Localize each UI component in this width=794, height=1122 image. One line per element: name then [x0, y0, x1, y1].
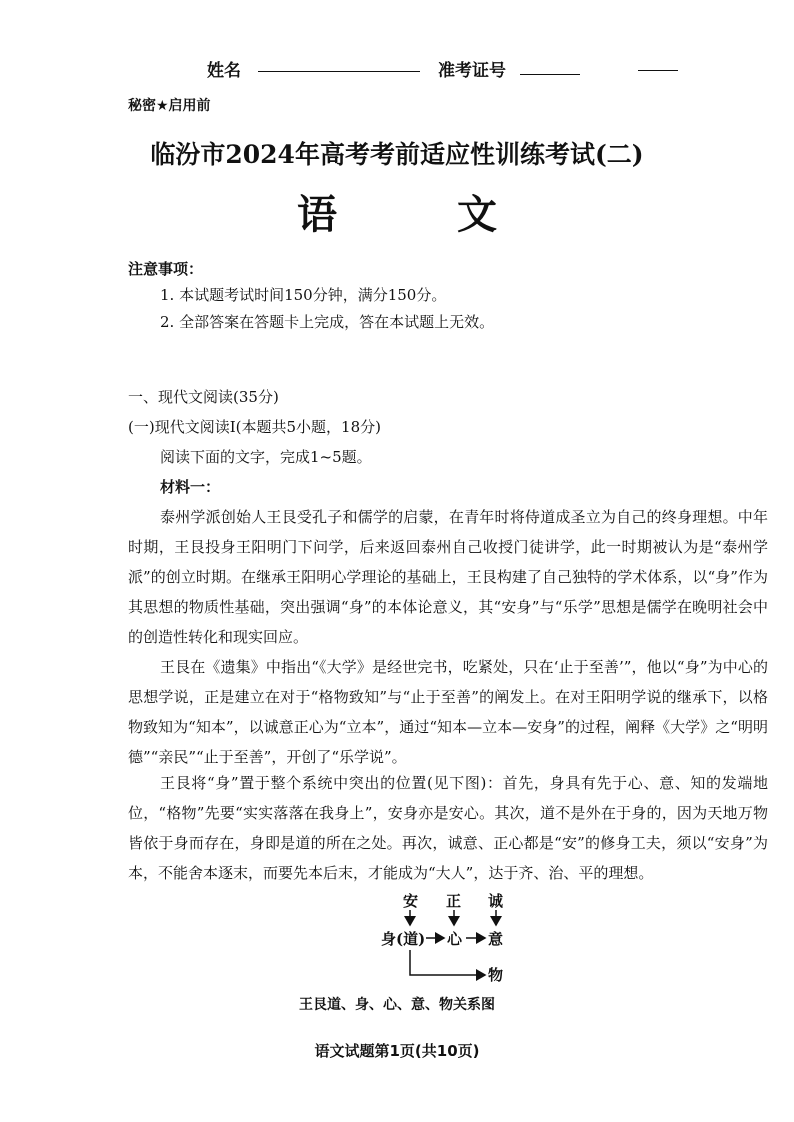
section-title: 一、现代文阅读(35分) [128, 388, 279, 406]
arrow-body-thing [410, 950, 485, 975]
exam-title: 临汾市2024年高考考前适应性训练考试(二) [150, 140, 644, 169]
diagram-label-an: 安 [403, 892, 419, 910]
subject-title: 语 文 [297, 192, 537, 238]
section-subtitle: (一)现代文阅读Ⅰ(本题共5小题，18分) [128, 418, 381, 436]
section-instruction: 阅读下面的文字，完成1~5题。 [160, 448, 372, 466]
paragraph-3: 王艮将“身”置于整个系统中突出的位置(见下图)：首先，身具有先于心、意、知的发端地位，“格物”先要“实实落落在我身上”，安身亦是安心。其次，道不是外在于身的，因为天地万物皆依于身而存在，身即是道的所在之处。再次，诚意、正心都是“安”的修身工夫，须以“安身”为本，不能舍本逐末，而要先本后末，才能成为“大人”，达于齐、治、平的理想。 [128, 774, 768, 882]
id-label: 准考证号 [438, 61, 506, 81]
secret-label: 秘密★启用前 [128, 98, 211, 114]
diagram-label-cheng: 诚 [488, 892, 504, 910]
diagram-node-intent: 意 [488, 930, 504, 948]
diagram-node-thing: 物 [488, 966, 504, 984]
page-footer: 语文试题第1页(共10页) [314, 1042, 480, 1060]
diagram-node-body: 身(道) [381, 930, 426, 948]
diagram-caption: 王艮道、身、心、意、物关系图 [299, 997, 495, 1013]
notes-heading: 注意事项： [128, 260, 204, 278]
note-item-2: 2. 全部答案在答题卡上完成，答在本试题上无效。 [160, 313, 495, 331]
paragraph-2: 王艮在《遗集》中指出“《大学》是经世完书，吃紧处，只在‘止于至善’”，他以“身”为中心的思想学说，正是建立在对于“格物致知”与“止于至善”的阐发上。在对王阳明学说的继承下，以格物致知为“知本”，以诚意正心为“立本”，通过“知本—立本—安身”的过程，阐释《大学》之“明明德”“亲民”“止于至善”，开创了“乐学说”。 [128, 658, 768, 766]
diagram-label-zheng: 正 [446, 892, 462, 910]
paragraph-1: 泰州学派创始人王艮受孔子和儒学的启蒙，在青年时将侍道成圣立为自己的终身理想。中年时期，王艮投身王阳明门下问学，后来返回泰州自己收授门徒讲学，此一时期被认为是“泰州学派”的创立时期。在继承王阳明心学理论的基础上，王艮构建了自己独特的学术体系，以“身”作为其思想的物质性基础，突出强调“身”的本体论意义，其“安身”与“乐学”思想是儒学在晚明社会中的创造性转化和现实回应。 [128, 508, 768, 646]
diagram-node-heart: 心 [447, 930, 463, 948]
note-item-1: 1. 本试题考试时间150分钟，满分150分。 [160, 286, 447, 304]
name-label: 姓名 [207, 61, 241, 81]
material-label: 材料一： [160, 478, 221, 496]
